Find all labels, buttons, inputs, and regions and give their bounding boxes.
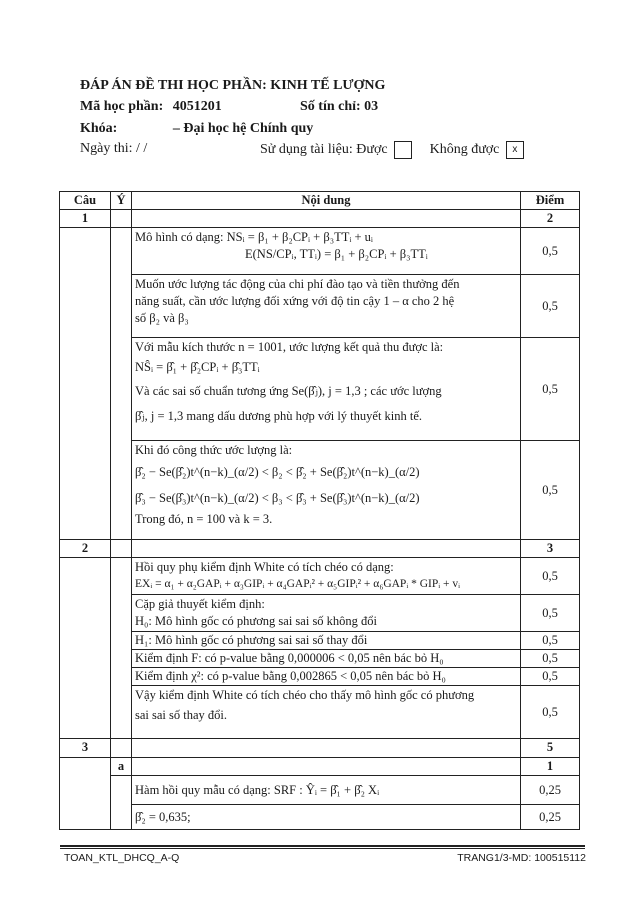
points: 0,5: [521, 228, 580, 275]
content-line: sai sai số thay đổi.: [135, 708, 228, 722]
content-line: H₀: Mô hình gốc có phương sai sai số không đổi: [135, 614, 378, 628]
points: 0,25: [521, 776, 580, 805]
table-row: [60, 275, 580, 338]
points: 0,5: [521, 441, 580, 540]
table-row: [60, 228, 580, 275]
points: 0,5: [521, 650, 580, 668]
footer-left: TOAN_KTL_DHCQ_A-Q: [64, 852, 180, 864]
materials-allowed-checkbox: [394, 141, 412, 159]
content-line: β̂₂ − Se(β̂₂)t^(n−k)_(α/2) < β₂ < β̂₂ + Se(β̂₂)t^(n−k)_(α/2): [135, 465, 420, 479]
table-row: [60, 805, 580, 830]
table-row: [60, 338, 580, 441]
question-number: 3: [60, 739, 111, 758]
content-line: năng suất, cần ước lượng đối xứng với độ tin cậy 1 – α cho 2 hệ: [135, 294, 455, 308]
footer-divider-thin: [60, 848, 585, 849]
col-y: Ý: [111, 192, 132, 210]
content-line: Kiểm định χ²: có p-value bằng 0,002865 < 0,05 nên bác bỏ H₀: [132, 668, 521, 686]
question-total-points: 3: [521, 540, 580, 558]
points: 0,5: [521, 275, 580, 338]
col-diem: Điểm: [521, 192, 580, 210]
table-row: [60, 558, 580, 595]
table-row: [60, 632, 580, 650]
subquestion-a-row: [60, 758, 580, 776]
content-line: H₁: Mô hình gốc có phương sai sai số thay đổi: [132, 632, 521, 650]
subquestion-letter: a: [111, 758, 132, 776]
exam-date: Ngày thi: / /: [80, 141, 148, 156]
table-row: [60, 595, 580, 632]
footer-divider: [60, 845, 585, 847]
points: 0,5: [521, 595, 580, 632]
question-1-row: [60, 210, 580, 228]
points: 0,5: [521, 686, 580, 739]
credits-label: Số tín chỉ: 03: [300, 99, 379, 114]
question-2-row: [60, 540, 580, 558]
materials-not-allowed-checkbox: x: [506, 141, 524, 159]
table-row: [60, 686, 580, 739]
content-line: Với mẫu kích thước n = 1001, ước lượng kết quả thu được là:: [135, 340, 444, 354]
table-row: [60, 776, 580, 805]
points: 0,5: [521, 632, 580, 650]
subquestion-total-points: 1: [521, 758, 580, 776]
course-code-value: 4051201: [172, 99, 222, 114]
materials-not-allowed-label: Không được: [429, 142, 500, 158]
table-row: [60, 668, 580, 686]
materials-allowed-label: Sử dụng tài liệu: Được: [260, 142, 388, 158]
content-line: β̂₂ = 0,635;: [132, 805, 521, 830]
content-line: E(NS/CPᵢ, TTᵢ) = β₁ + β₂CPᵢ + β₃TTᵢ: [245, 247, 428, 261]
points: 0,5: [521, 558, 580, 595]
content-line: EXᵢ = α₁ + α₂GAPᵢ + α₃GIPᵢ + α₄GAPᵢ² + α₅GIPᵢ² + α₆GAPᵢ * GIPᵢ + vᵢ: [135, 578, 460, 590]
answer-table: [59, 191, 580, 830]
question-total-points: 5: [521, 739, 580, 758]
content-line: Cặp giả thuyết kiểm định:: [135, 597, 265, 611]
content-line: Mô hình có dạng: NSᵢ = β₁ + β₂CPᵢ + β₃TTᵢ + uᵢ: [135, 230, 373, 244]
question-3-row: [60, 739, 580, 758]
content-line: Kiểm định F: có p-value bằng 0,000006 < 0,05 nên bác bỏ H₀: [132, 650, 521, 668]
course-code-label: Mã học phần:: [80, 99, 164, 114]
content-line: Vậy kiểm định White có tích chéo cho thấy mô hình gốc có phương: [135, 688, 475, 702]
table-row: [60, 650, 580, 668]
col-cau: Câu: [60, 192, 111, 210]
content-line: β̂₃ − Se(β̂₃)t^(n−k)_(α/2) < β₃ < β̂₃ + Se(β̂₃)t^(n−k)_(α/2): [135, 491, 420, 505]
content-line: Khi đó công thức ước lượng là:: [135, 443, 293, 457]
points: 0,5: [521, 338, 580, 441]
course-code-row: [80, 99, 222, 115]
content-line: Và các sai số chuẩn tương ứng Se(β̂ⱼ), j = 1,3 ; các ước lượng: [135, 384, 442, 398]
content-line: Trong đó, n = 100 và k = 3.: [135, 512, 273, 526]
course-type-row: [80, 121, 313, 137]
content-line: số β₂ và β₃: [135, 311, 189, 325]
question-number: 1: [60, 210, 111, 228]
question-total-points: 2: [521, 210, 580, 228]
content-line: Hàm hồi quy mẫu có dạng: SRF : Ŷᵢ = β̂₁ + β̂₂ Xᵢ: [132, 776, 521, 805]
content-line: β̂ⱼ, j = 1,3 mang dấu dương phù hợp với lý thuyết kinh tế.: [135, 409, 423, 423]
content-line: Hồi quy phụ kiểm định White có tích chéo có dạng:: [135, 560, 394, 574]
table-header-row: [60, 192, 580, 210]
content-line: Muốn ước lượng tác động của chi phí đào tạo và tiền thưởng đến: [135, 277, 460, 291]
exam-title: ĐÁP ÁN ĐỀ THI HỌC PHẦN: KINH TẾ LƯỢNG: [80, 78, 386, 93]
col-noi-dung: Nội dung: [132, 192, 521, 210]
materials-row: [260, 141, 524, 159]
table-row: [60, 441, 580, 540]
points: 0,5: [521, 668, 580, 686]
points: 0,25: [521, 805, 580, 830]
content-line: NŜᵢ = β̂₁ + β̂₂CPᵢ + β̂₃TTᵢ: [135, 360, 260, 374]
question-number: 2: [60, 540, 111, 558]
footer-right: TRANG1/3-MD: 100515112: [457, 852, 586, 864]
course-type-label: Khóa:: [80, 121, 118, 136]
course-type-value: – Đại học hệ Chính quy: [172, 121, 314, 136]
